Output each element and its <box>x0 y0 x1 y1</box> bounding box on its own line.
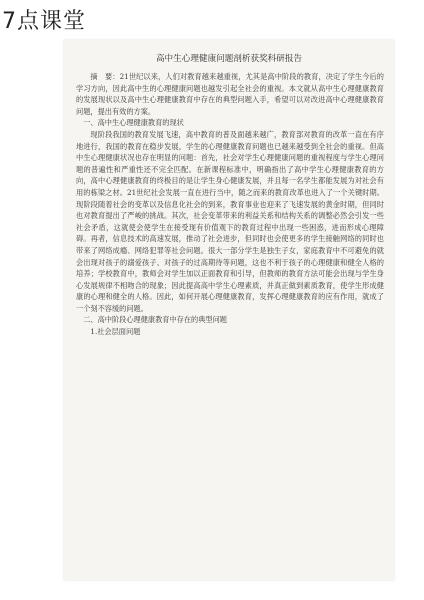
subsection-heading: 1.社会层面问题 <box>90 327 141 337</box>
section-heading: 一、高中生心理健康教育的现状 <box>83 118 184 128</box>
section-heading: 二、高中阶段心理健康教育中存在的典型问题 <box>83 315 227 325</box>
document-body <box>64 71 394 338</box>
scanned-document-page <box>64 40 394 580</box>
document-title: 高中生心理健康问题剖析获奖科研报告 <box>155 54 303 64</box>
watermark-text: 7点课堂 <box>2 9 86 34</box>
body-paragraph: 现阶段我国的教育发展飞速，高中教育的普及面越来越广，教育部对教育的改革一直在有序地进行，我国的教育在稳步发展，学生的心理健康教育问题也已越来越受到全社会的重视。但高中生心理健康状况也存在明显的问题：首先，社会对学生心理健康问题的重视程度与学生心理问题的普遍性和严重性还不完全匹配。在新课程标准中，明确指出了高中学生心理健康教育的方向，高中心理健康教育的终极目的是让学生身心健康发展，并且每一名学生都能发展为对社会有用的栋梁之材。21世纪社会发展一直在进行当中，随之而来的教育改革也进入了一个关键时期。现阶段随着社会的变革以及信息化社会的到来，教育事业也迎来了飞速发展的黄金时期，但同时也对教育提出了严峻的挑战。其次，社会变革带来的利益关系和结构关系的调整必然会引发一些社会矛盾，这就使会使学生在接受现有价值观下的教育过程中出现一些困惑，进而形成心理障碍。再者，信息技术的高速发展，推动了社会进步，但同时也会使更多的学生接触网络的同时也带来了网络成瘾、网络犯罪等社会问题。很大一部分学生是独生子女，家庭教育中不可避免的就会出现对孩子的溺爱孩子、对孩子的过高期待等问题，这也不利于孩子的心理健康和健全人格的培养；学校教育中，教师会对学生加以正面教育和引导，但教师的教育方法可能会出现与学生身心发展规律不相吻合的现象；因此提高高中学生心理素质，并真正做到素质教育，使学生形成健康的心理和健全的人格。因此，如何开展心理健康教育，发挥心理健康教育的应有作用，就成了一个刻不容缓的问题。 <box>76 129 384 313</box>
abstract-paragraph: 摘 要：21世纪以来，人们对教育越来越重视，尤其是高中阶段的教育，决定了学生今后的学习方向，因此高中生的心理健康问题也越发引起全社会的重视。本文就从高中生心理健康教育的发展现状以及高中生心理健康教育中存在的典型问题入手，希望可以对改进高中心理健康教育问题，提出有效的方案。 <box>76 72 384 116</box>
